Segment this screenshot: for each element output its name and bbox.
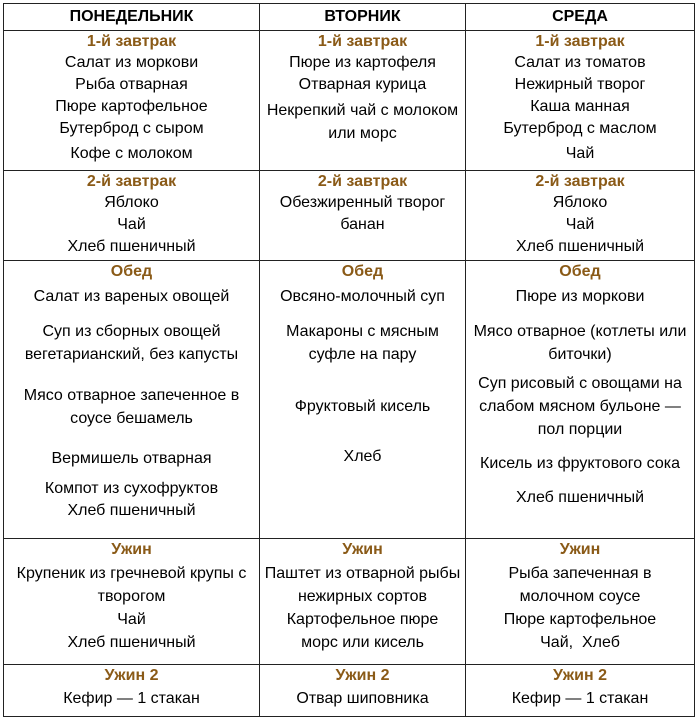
menu-item: Фруктовый кисель — [294, 398, 431, 415]
menu-item: Картофельное пюре — [286, 611, 439, 628]
menu-item: Отвар шиповника — [296, 690, 429, 707]
menu-item: Чай, Хлеб — [540, 634, 620, 651]
menu-item: Яблоко — [104, 194, 159, 211]
meal-cell — [260, 539, 466, 665]
meal-title: 1-й завтрак — [86, 33, 177, 50]
menu-item: Суп рисовый с овощами на слабом мясном бульоне — пол порции — [478, 375, 682, 438]
menu-item: Кефир — 1 стакан — [63, 690, 200, 707]
menu-item: Овсяно-молочный суп — [280, 288, 445, 305]
meal-cell — [260, 31, 466, 171]
day-header-wednesday: СРЕДА — [466, 4, 695, 31]
meal-cell — [4, 171, 260, 261]
meal-cell — [466, 665, 695, 717]
menu-item: Кисель из фруктового сока — [480, 455, 680, 472]
menu-item: Пюре из картофеля — [289, 54, 436, 71]
meal-cell — [466, 171, 695, 261]
menu-item: Мясо отварное (котлеты или биточки) — [473, 323, 687, 363]
menu-item: Пюре картофельное — [55, 98, 208, 115]
day-header-tuesday: ВТОРНИК — [260, 4, 466, 31]
menu-item: Хлеб — [343, 448, 382, 465]
menu-item: Хлеб пшеничный — [515, 489, 645, 506]
menu-item: Чай — [565, 216, 595, 233]
meal-title: Обед — [341, 263, 384, 280]
menu-item: Чай — [565, 145, 595, 162]
meal-row-dinner-2 — [4, 665, 695, 717]
menu-item: Хлеб пшеничный — [67, 502, 196, 519]
meal-cell — [4, 665, 260, 717]
menu-item: Рыба отварная — [75, 76, 188, 93]
meal-cell — [260, 171, 466, 261]
meal-cell — [466, 539, 695, 665]
menu-item: Нежирный творог — [514, 76, 646, 93]
menu-item: Суп из сборных овощей вегетарианский, без капусты — [24, 323, 239, 363]
meal-title: 2-й завтрак — [317, 173, 408, 190]
diet-menu-table — [3, 3, 695, 717]
meal-row-breakfast-1 — [4, 31, 695, 171]
menu-item: Крупеник из гречневой крупы с творогом — [16, 565, 247, 605]
menu-item: Кофе с молоком — [70, 145, 193, 162]
meal-title: Ужин 2 — [335, 667, 390, 684]
meal-title: 1-й завтрак — [317, 33, 408, 50]
menu-item: Кефир — 1 стакан — [511, 690, 649, 707]
day-header-monday: ПОНЕДЕЛЬНИК — [4, 4, 260, 31]
menu-item: Чай — [117, 611, 146, 628]
meal-title: 2-й завтрак — [535, 173, 625, 190]
menu-item: Чай — [117, 216, 146, 233]
menu-item: Отварная курица — [298, 76, 427, 93]
meal-title: Ужин — [111, 541, 152, 558]
menu-item: Обезжиренный творог — [279, 194, 446, 211]
menu-item: Мясо отварное запеченное в соусе бешамель — [23, 387, 240, 427]
menu-item: Вермишель отварная — [51, 450, 212, 467]
menu-item: Каша манная — [530, 98, 630, 115]
meal-cell — [4, 261, 260, 539]
meal-cell — [4, 539, 260, 665]
meal-title: Ужин 2 — [104, 667, 159, 684]
meal-cell — [466, 261, 695, 539]
menu-item: Хлеб пшеничный — [515, 238, 645, 255]
meal-cell — [260, 261, 466, 539]
menu-item: Компот из сухофруктов — [44, 480, 219, 497]
meal-row-lunch — [4, 261, 695, 539]
meal-row-dinner — [4, 539, 695, 665]
menu-item: Пюре из моркови — [515, 288, 645, 305]
menu-item: Рыба запеченная в молочном соусе — [508, 565, 652, 605]
meal-title: 1-й завтрак — [535, 33, 625, 50]
menu-item: морс или кисель — [301, 634, 424, 651]
menu-item: Пюре картофельное — [503, 611, 657, 628]
menu-item: Бутерброд с маслом — [503, 120, 657, 137]
header-row — [4, 4, 695, 31]
meal-title: Ужин 2 — [553, 667, 607, 684]
meal-title: 2-й завтрак — [86, 173, 177, 190]
meal-title: Ужин — [559, 541, 601, 558]
menu-item: Яблоко — [552, 194, 608, 211]
meal-cell — [466, 31, 695, 171]
menu-item: банан — [340, 216, 385, 233]
menu-item: Салат из моркови — [64, 54, 199, 71]
meal-title: Обед — [110, 263, 153, 280]
meal-title: Обед — [559, 263, 601, 280]
meal-cell — [4, 31, 260, 171]
meal-cell — [260, 665, 466, 717]
menu-item: Бутерброд с сыром — [59, 120, 204, 137]
menu-item: Салат из вареных овощей — [33, 288, 230, 305]
menu-item: Макароны с мясным суфле на пару — [286, 323, 439, 363]
menu-item: Салат из томатов — [514, 54, 646, 71]
menu-item: Хлеб пшеничный — [67, 634, 196, 651]
menu-item: Хлеб пшеничный — [67, 238, 196, 255]
menu-item: Некрепкий чай с молоком или морс — [266, 102, 459, 142]
menu-item: Паштет из отварной рыбы нежирных сортов — [264, 565, 461, 605]
meal-title: Ужин — [342, 541, 383, 558]
meal-row-breakfast-2 — [4, 171, 695, 261]
